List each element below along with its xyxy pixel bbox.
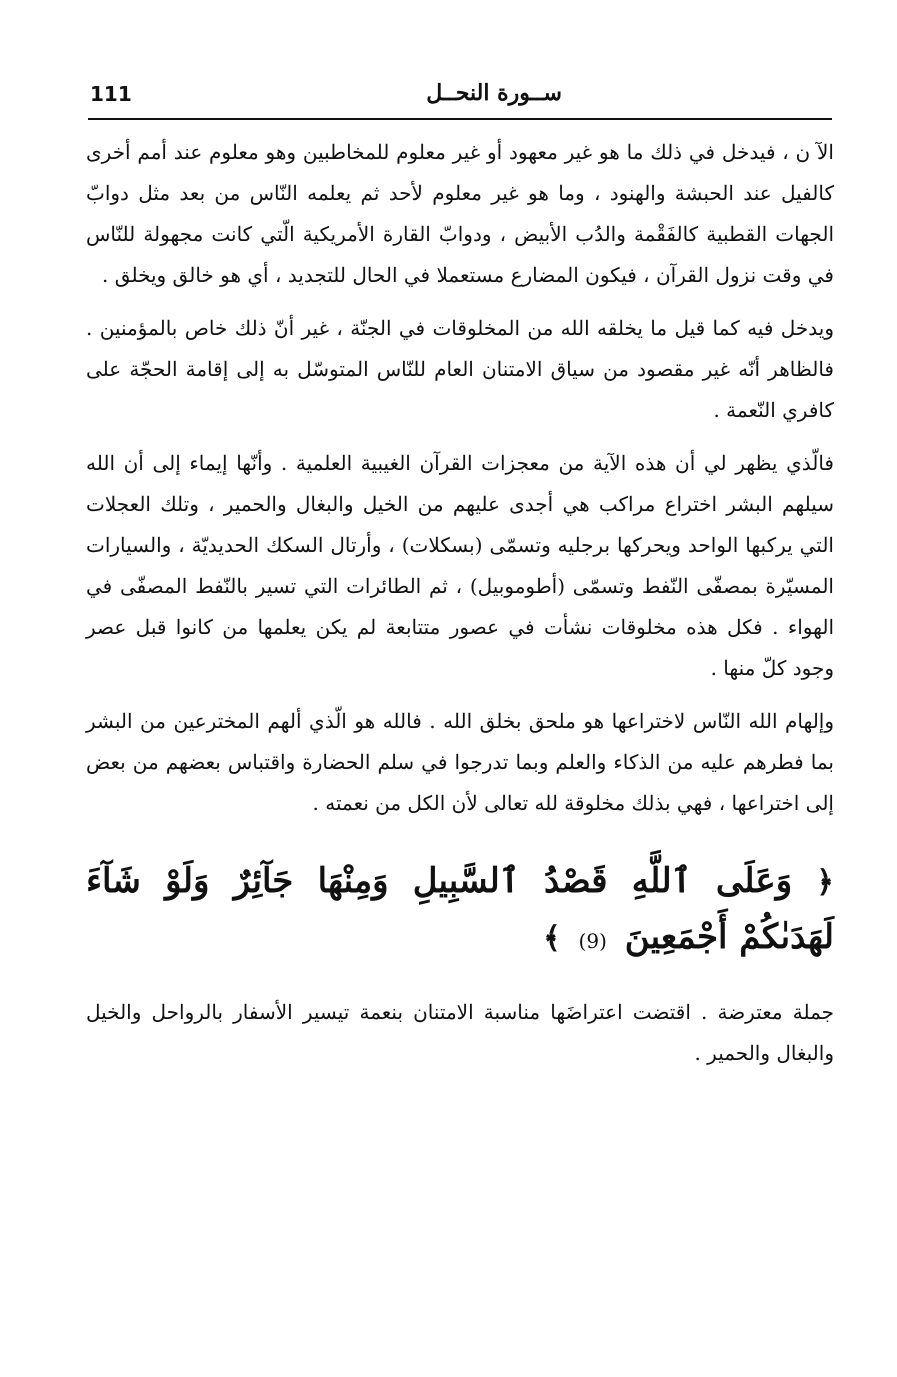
chapter-title: ســورة النحــل (426, 80, 562, 106)
paragraph-spacer (86, 689, 834, 701)
paragraph-4: وإلهام الله النّاس لاختراعها هو ملحق بخلق الله . فالله هو الّذي ألهم المخترعين من البشر بما فطرهم عليه من الذكاء والعلم وبما تدرجوا في سلم الحضارة واقتباس بعضهم من بعض إلى اختراعها ، فهي بذلك مخلوقة لله تعالى لأن الكل من نعمته . (86, 709, 834, 815)
paragraph-2: ويدخل فيه كما قيل ما يخلقه الله من المخلوقات في الجنّة ، غير أنّ ذلك خاص بالمؤمنين . فالظاهر أنّه غير مقصود من سياق الامتنان العام للنّاس المتوسّل به إلى إقامة الحجّة على كافري النّعمة . (86, 316, 834, 422)
body-text (86, 132, 834, 1074)
page-header (88, 80, 832, 114)
header-divider (88, 118, 832, 120)
page-number: 111 (90, 82, 132, 106)
commentary-spacer (86, 968, 834, 992)
verse-number: (9) (578, 929, 607, 953)
verse-open-bracket: ﴿ (816, 865, 834, 900)
paragraph-1: الآ ن ، فيدخل في ذلك ما هو غير معهود أو غير معلوم للمخاطبين وهو معلوم عند أمم أخرى كالفيل عند الحبشة والهنود ، وما هو غير معلوم لأحد ثم يعلمه النّاس من بعد مثل دوابّ الجهات القطبية كالفَقْمة والدُب الأبيض ، ودوابّ القارة الأمريكية الّتي كانت مجهولة للنّاس في وقت نزول القرآن ، فيكون المضارع مستعملا في الحال للتجديد ، أي هو خالق ويخلق . (86, 140, 834, 287)
verse-text: وَعَلَى ٱللَّهِ قَصْدُ ٱلسَّبِيلِ وَمِنْهَا جَآئِرٌ وَلَوْ شَآءَ لَهَدَىٰكُمْ أَجْمَعِينَ (86, 861, 834, 957)
verse-commentary: جملة معترضة . اقتضت اعتراضَها مناسبة الامتنان بنعمة تيسير الأسفار بالرواحل والخيل والبغال والحمير . (86, 1000, 834, 1065)
quran-verse (86, 854, 834, 968)
paragraph-spacer (86, 296, 834, 308)
verse-spacer (86, 824, 834, 854)
verse-close-bracket: ﴾ (543, 921, 561, 956)
paragraph-spacer (86, 431, 834, 443)
paragraph-3: فالّذي يظهر لي أن هذه الآية من معجزات القرآن الغيبية العلمية . وأنّها إيماء إلى أن الله سيلهم البشر اختراع مراكب هي أجدى عليهم من الخيل والبغال والحمير ، وتلك العجلات التي يركبها الواحد ويحركها برجليه وتسمّى (بسكلات) ، وأرتال السكك الحديديّة ، والسيارات المسيّرة بمصفّى النّفط وتسمّى (أطوموبيل) ، ثم الطائرات التي تسير بالنّفط المصفّى في الهواء . فكل هذه مخلوقات نشأت في عصور متتابعة لم يكن يعلمها من كانوا قبل عصر وجود كلّ منها . (86, 451, 834, 680)
